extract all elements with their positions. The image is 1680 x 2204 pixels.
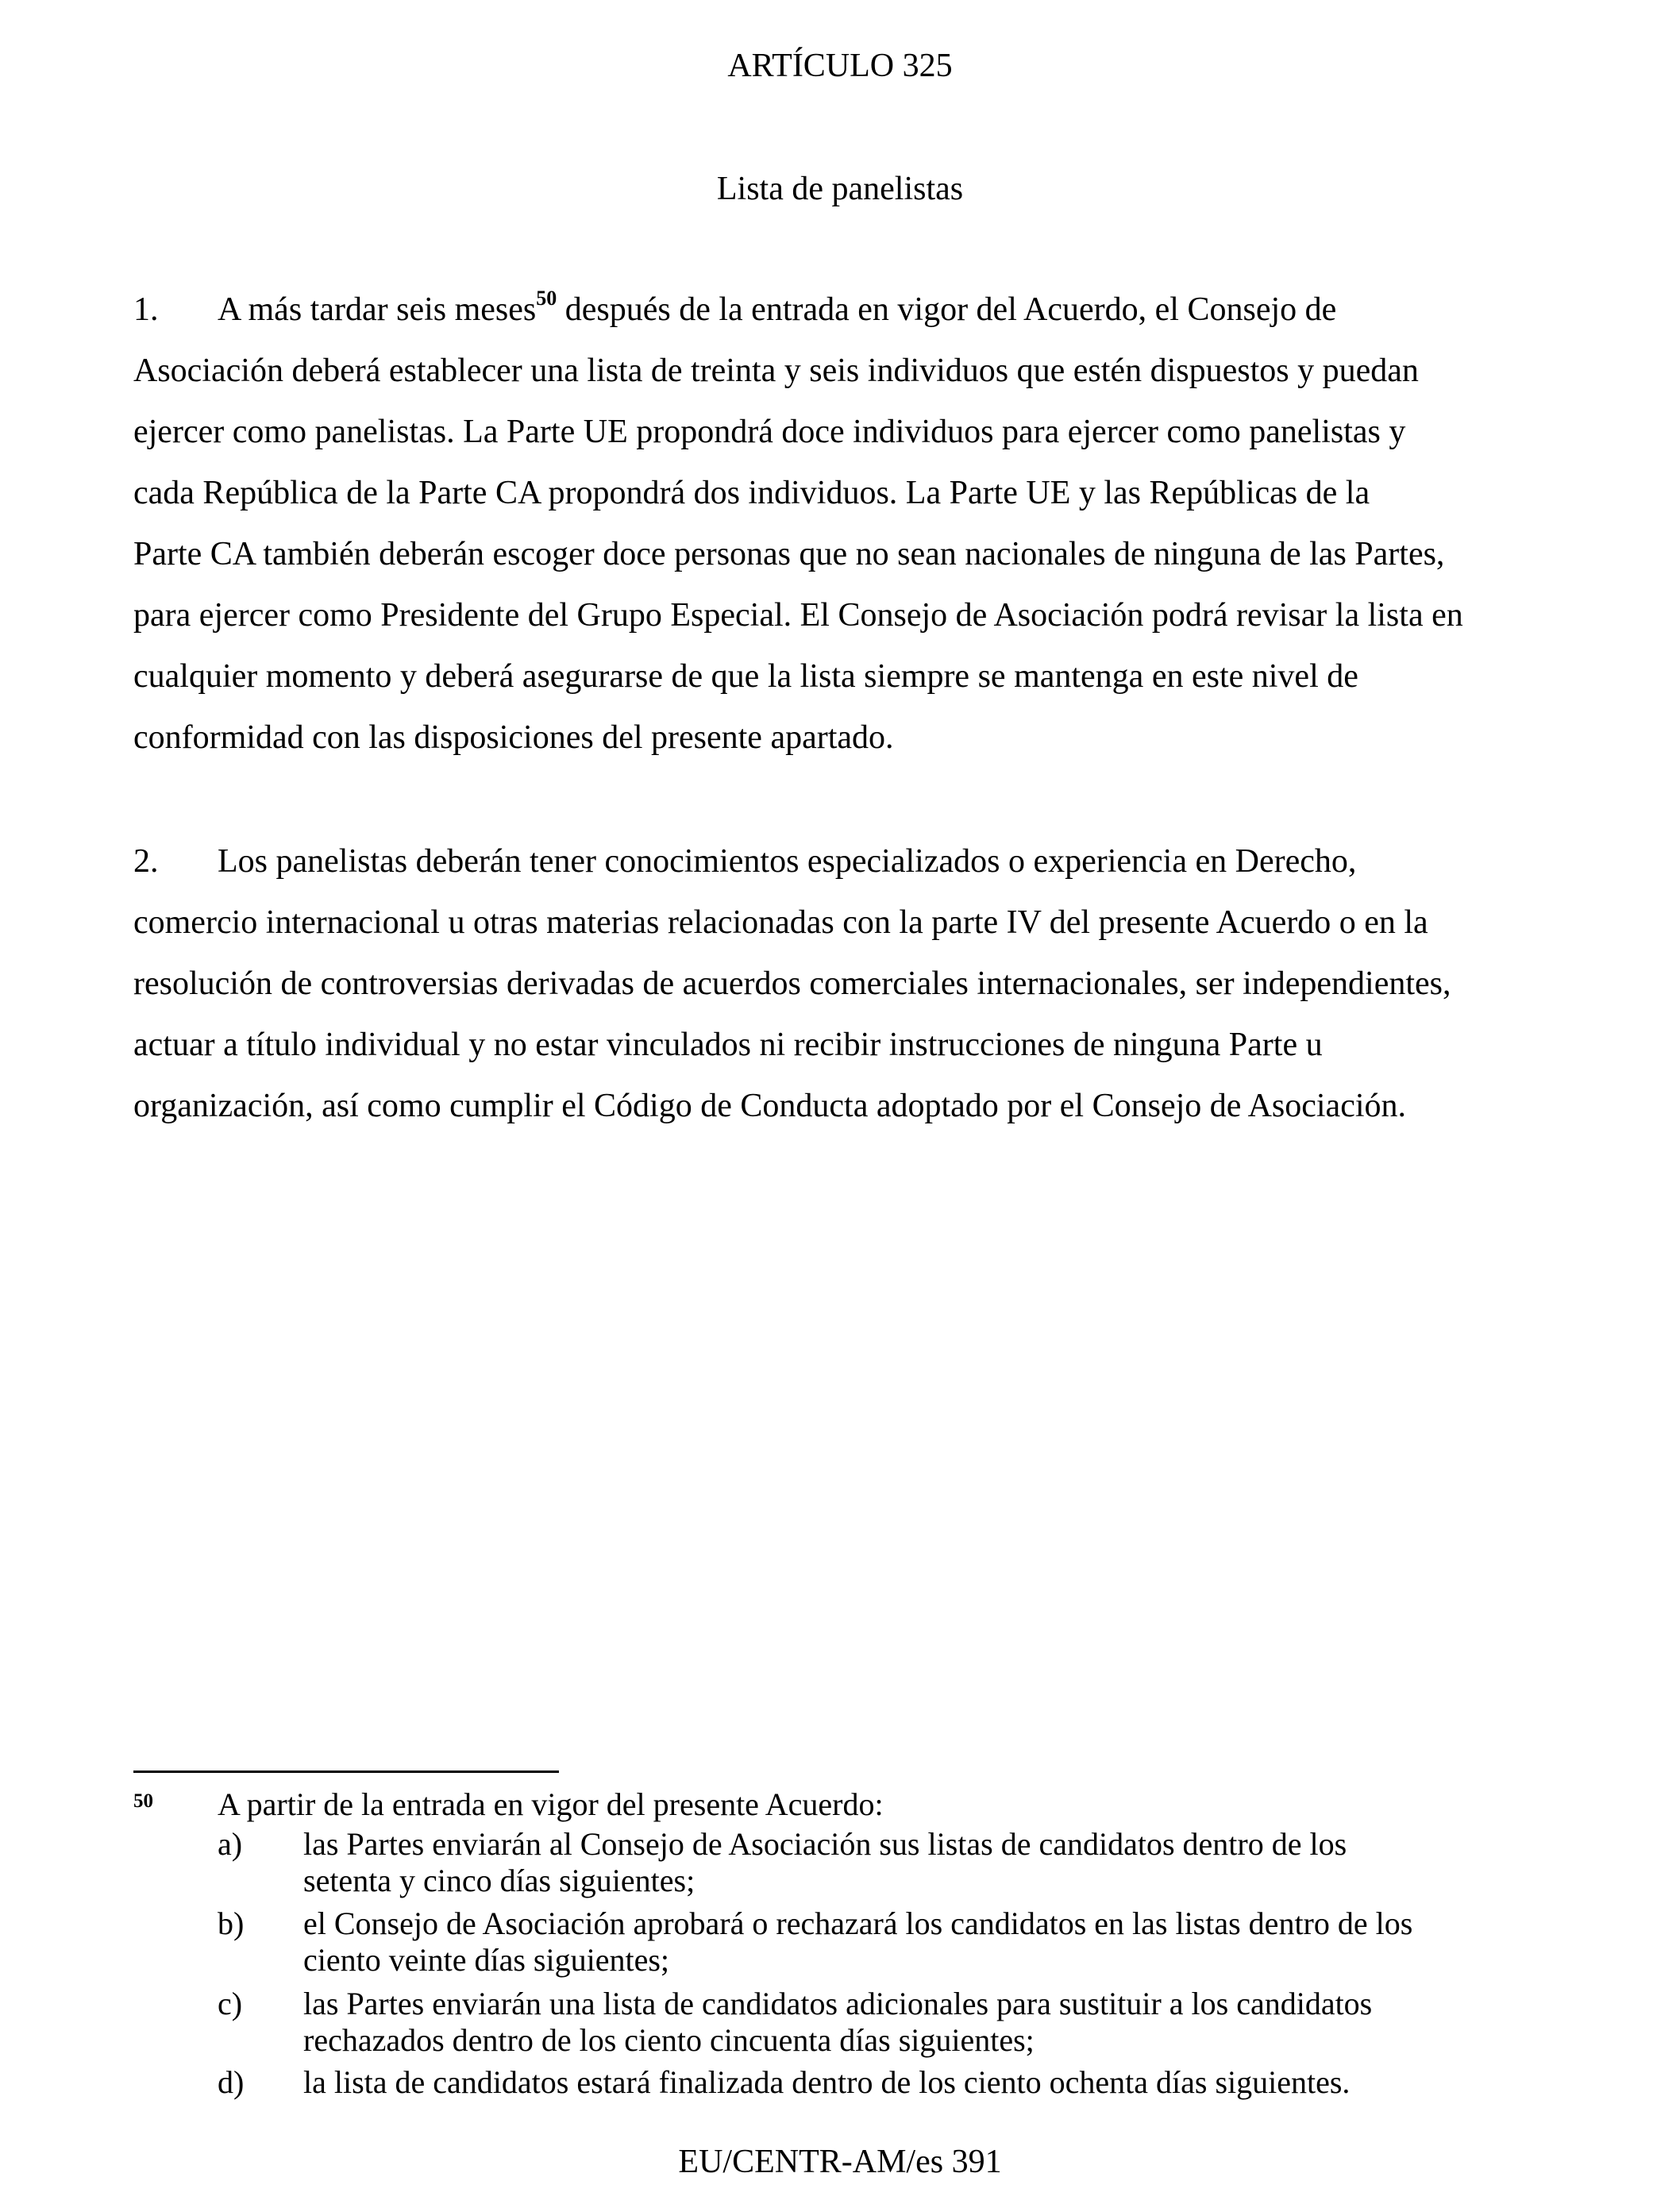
- footnote-item-text: [303, 1826, 1347, 1899]
- paragraph-line: [133, 831, 1562, 892]
- footnote-line: las Partes enviarán al Consejo de Asociación sus listas de candidatos dentro de los: [303, 1826, 1347, 1862]
- paragraph-line: cada República de la Parte CA propondrá dos individuos. La Parte UE y las Repúblicas de la: [133, 475, 1370, 511]
- footnote-item-text: [303, 1905, 1412, 1979]
- footnote-intro: A partir de la entrada en vigor del presente Acuerdo:: [218, 1786, 884, 1822]
- paragraph-line: conformidad con las disposiciones del presente apartado.: [133, 719, 894, 756]
- footnote-item-letter: a): [218, 1826, 243, 1862]
- paragraph-1: [133, 279, 1562, 769]
- footnote-reference[interactable]: 50: [536, 287, 557, 310]
- footnote-item-letter: d): [218, 2064, 245, 2100]
- paragraph-text: A más tardar seis meses: [218, 291, 537, 328]
- footnote-line: el Consejo de Asociación aprobará o rechazará los candidatos en las listas dentro de los: [303, 1905, 1413, 1941]
- paragraph-line: para ejercer como Presidente del Grupo Especial. El Consejo de Asociación podrá revisar la lista en: [133, 597, 1463, 634]
- paragraph-line: Parte CA también deberán escoger doce personas que no sean nacionales de ninguna de las Partes,: [133, 536, 1445, 572]
- paragraph-line: cualquier momento y deberá asegurarse de que la lista siempre se mantenga en este nivel de: [133, 658, 1358, 695]
- article-heading: ARTÍCULO 325: [727, 48, 953, 84]
- paragraph-line: actuar a título individual y no estar vinculados ni recibir instrucciones de ninguna Parte u: [133, 1027, 1323, 1063]
- footnote-marker: 50: [133, 1790, 153, 1812]
- page-footer-reference: EU/CENTR-AM/es 391: [678, 2144, 1002, 2180]
- footnote-line: rechazados dentro de los ciento cincuenta días siguientes;: [303, 2022, 1035, 2058]
- paragraph-text: Los panelistas deberán tener conocimientos especializados o experiencia en Derecho,: [218, 843, 1357, 880]
- paragraph-number: 1.: [133, 291, 159, 328]
- paragraph-line: resolución de controversias derivadas de acuerdos comerciales internacionales, ser independientes,: [133, 965, 1451, 1002]
- paragraph-line: ejercer como panelistas. La Parte UE propondrá doce individuos para ejercer como panelistas y: [133, 414, 1406, 450]
- footnote-item-text: [303, 2064, 1350, 2101]
- article-title: Lista de panelistas: [716, 171, 964, 207]
- paragraph-text: después de la entrada en vigor del Acuerdo, el Consejo de: [564, 291, 1337, 328]
- footnote-item-text: [303, 1986, 1372, 2059]
- paragraph-number: 2.: [133, 843, 159, 880]
- footnote-line: setenta y cinco días siguientes;: [303, 1863, 696, 1898]
- footnote-line: la lista de candidatos estará finalizada dentro de los ciento ochenta días siguientes.: [303, 2064, 1351, 2100]
- paragraph-line: [133, 279, 1562, 341]
- footnote-line: las Partes enviarán una lista de candidatos adicionales para sustituir a los candidatos: [303, 1986, 1373, 2021]
- paragraph-line: comercio internacional u otras materias relacionadas con la parte IV del presente Acuerdo o en la: [133, 904, 1428, 941]
- footnote-item-letter: b): [218, 1905, 245, 1941]
- paragraph-line: Asociación deberá establecer una lista de treinta y seis individuos que estén dispuestos y puedan: [133, 353, 1419, 389]
- footnote-separator: [133, 1771, 559, 1773]
- footnote-item-letter: c): [218, 1986, 243, 2021]
- paragraph-2: [133, 831, 1562, 1137]
- paragraph-line: organización, así como cumplir el Código de Conducta adoptado por el Consejo de Asociación.: [133, 1088, 1407, 1124]
- footnote-line: ciento veinte días siguientes;: [303, 1942, 669, 1978]
